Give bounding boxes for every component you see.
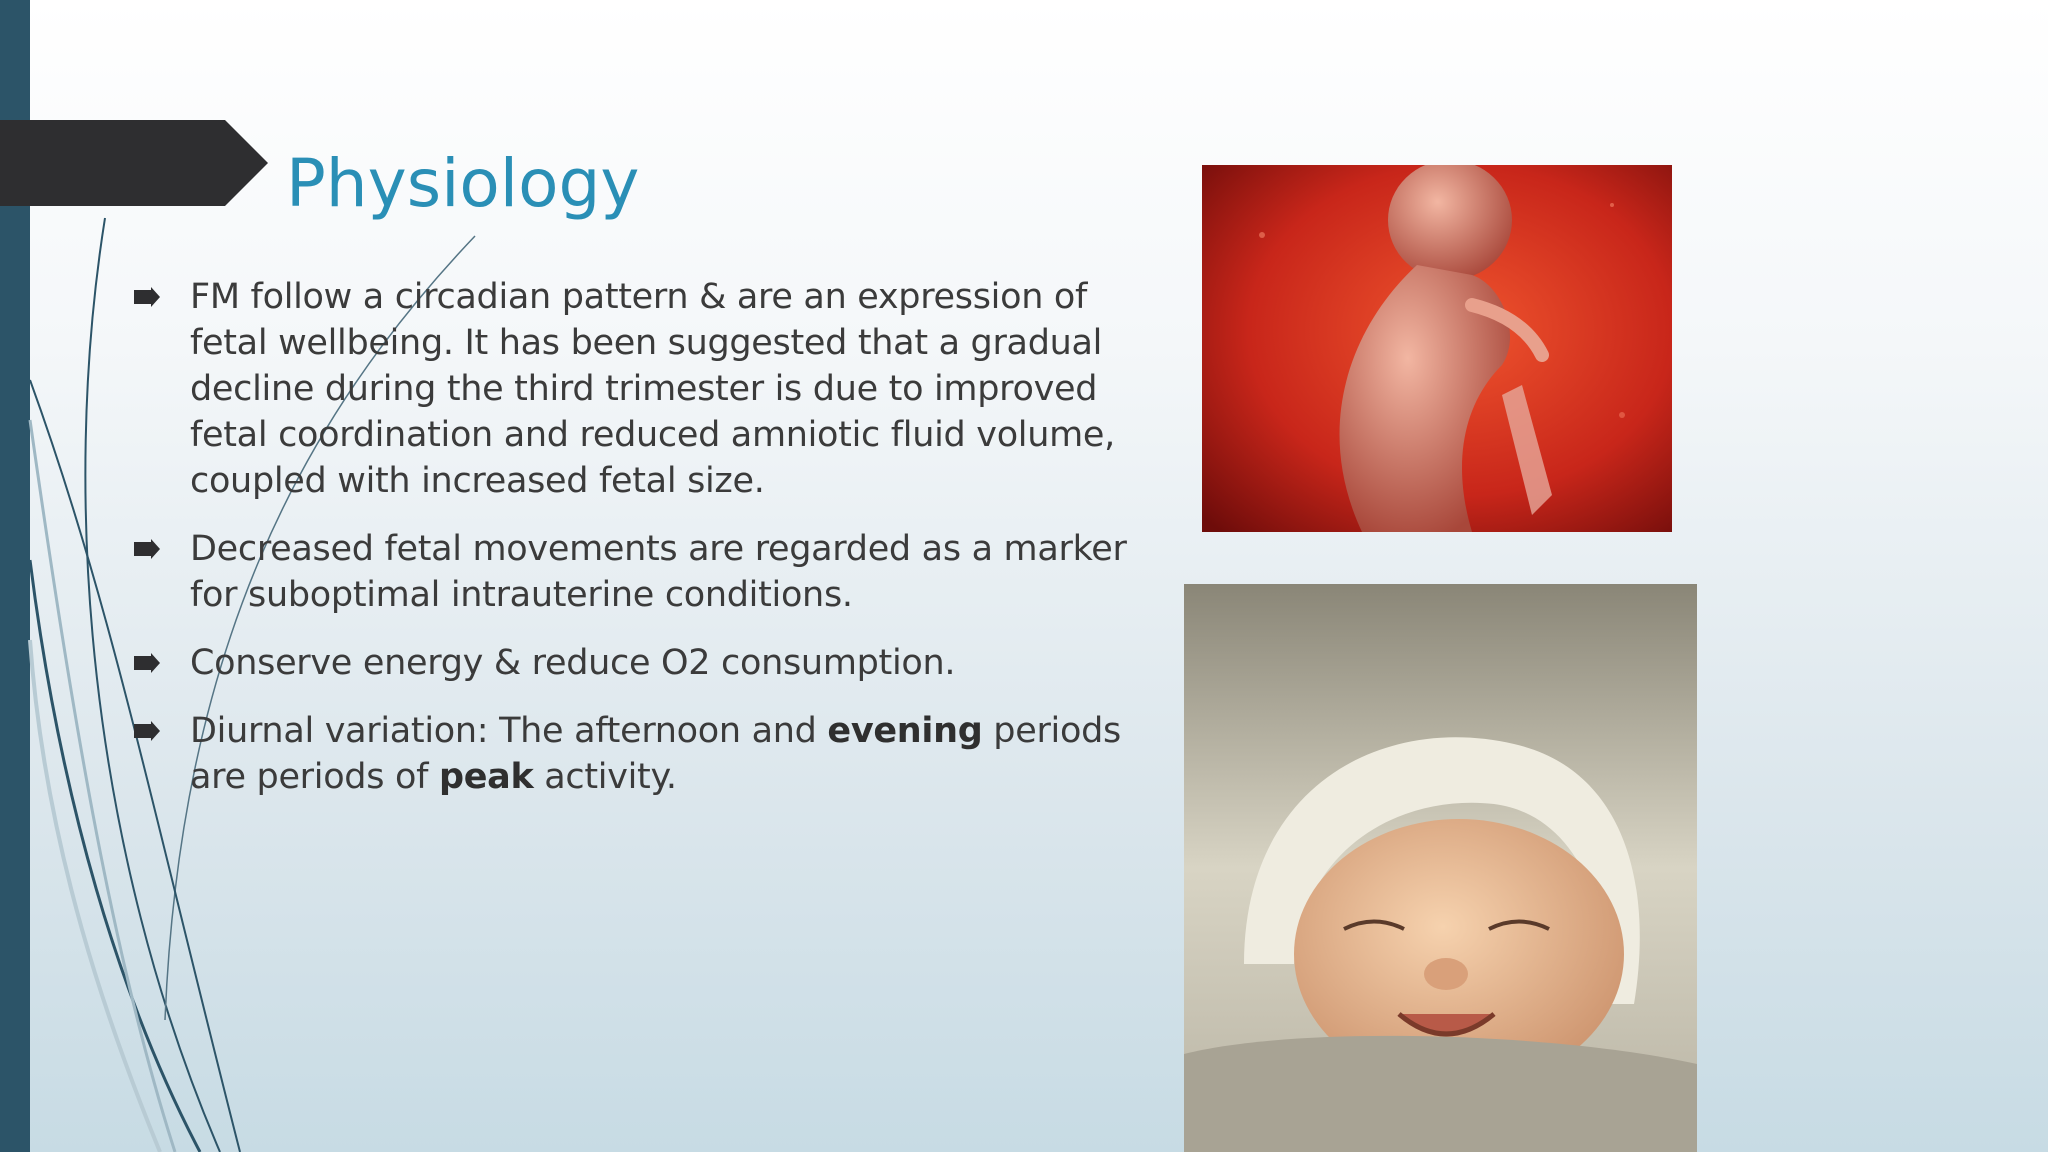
arrow-bullet-icon (134, 287, 164, 307)
bullet-text: activity. (533, 757, 677, 797)
arrow-bullet-icon (134, 539, 164, 559)
slide-title: Physiology (286, 145, 640, 222)
bullet-text: Decreased fetal movements are regarded as a marker for suboptimal intrauterine conditions. (190, 529, 1127, 615)
bullet-text: Diurnal variation: The afternoon and (190, 711, 828, 751)
bullet-text: Conserve energy & reduce O2 consumption. (190, 643, 956, 683)
arrow-bullet-icon (134, 721, 164, 741)
bullet-item (130, 640, 1170, 686)
bullet-item (130, 708, 1170, 800)
title-arrow-shape (0, 120, 270, 206)
bullet-list (130, 274, 1170, 822)
newborn-image (1184, 584, 1697, 1152)
bullet-emphasis-text: evening (827, 711, 983, 751)
fetus-image (1202, 165, 1672, 532)
bullet-item (130, 526, 1170, 618)
bullet-text: FM follow a circadian pattern & are an expression of fetal wellbeing. It has been suggested that a gradual decline during the third trimester is due to improved fetal coordination and reduced amniotic fluid volume, coupled with increased fetal size. (190, 277, 1115, 501)
bullet-emphasis-text: peak (438, 757, 534, 797)
bullet-item (130, 274, 1170, 504)
bullet-text: periods are periods of (190, 711, 1121, 797)
arrow-bullet-icon (134, 653, 164, 673)
